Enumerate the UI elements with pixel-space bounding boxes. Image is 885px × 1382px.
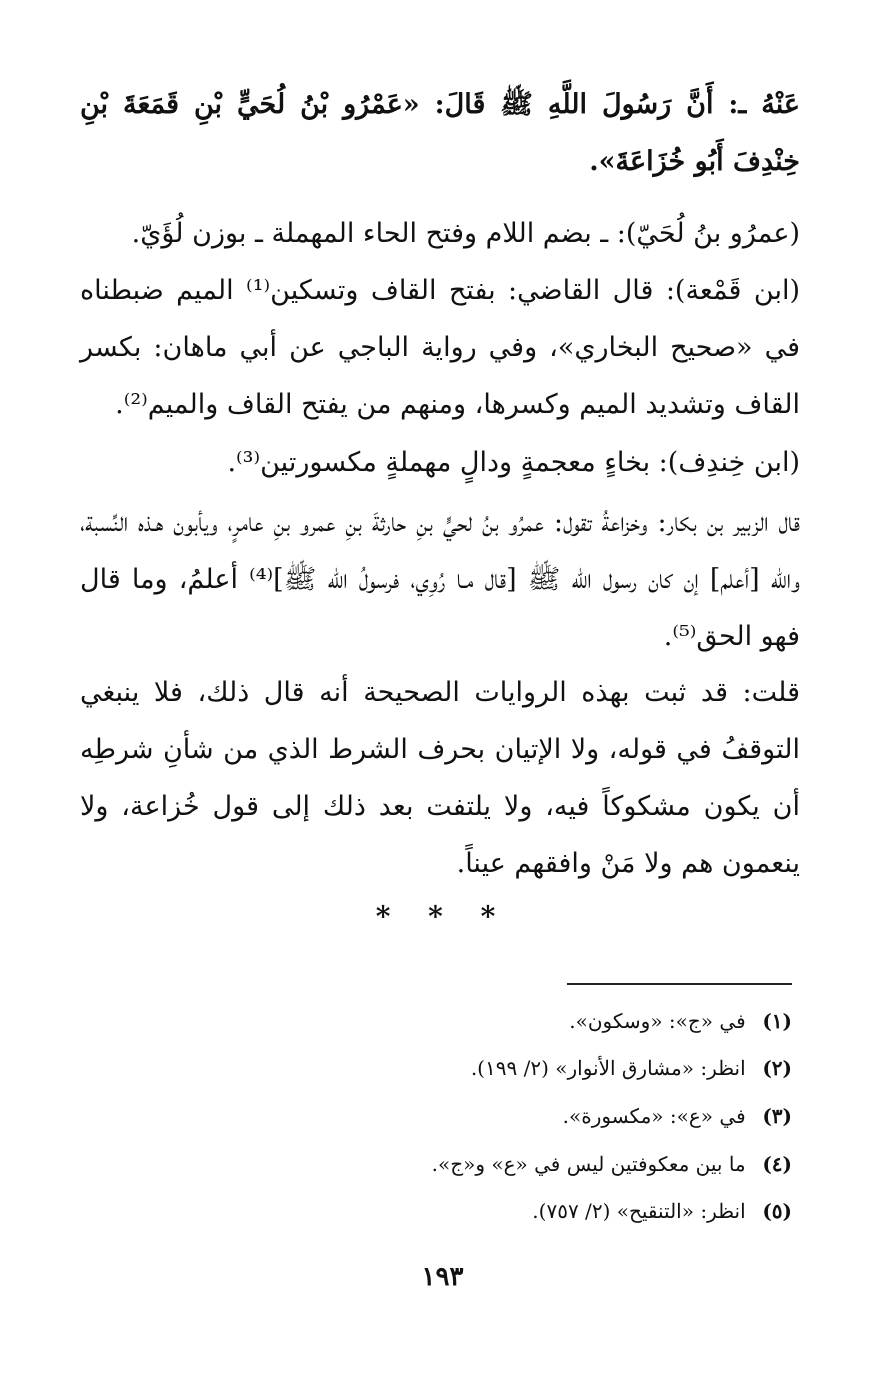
footnote-text: انظر: «التنقيح» (٢/ ٧٥٧). [532,1199,746,1223]
footnote-1 [80,1008,792,1034]
section-separator: * * * [375,900,510,933]
footnote-text: في «ع»: «مكسورة». [562,1104,746,1128]
footnote-text: في «ج»: «وسكون». [569,1009,746,1033]
commentary-paragraph: قلت: قد ثبت بهذه الروايات الصحيحة أنه قال ذلك، فلا ينبغي التوقفُ في قوله، ولا الإتيان بحرف الشرط الذي من شأنِ شرطِه أن يكون مشكوكاً فيه، ولا يلتفت بعد ذلك إلى قول خُزاعة، ولا ينعمون هم ولا مَنْ وافقهم عيناً. [80,677,800,879]
footnote-text: انظر: «مشارق الأنوار» (٢/ ١٩٩). [470,1056,746,1080]
footnote-number: (٤) [762,1152,792,1176]
hadith-paragraph: عَنْهُ ـ: أَنَّ رَسُولَ اللَّهِ ﷺ قَالَ: «عَمْرُو بْنُ لُحَيٍّ بْنِ قَمَعَةَ بْنِ خِنْدِفَ أَبُو خُزَاعَةَ». [80,89,800,177]
footnote-number: (١) [762,1009,792,1033]
footnote-text: ما بين معكوفتين ليس في «ع» و«ج». [431,1152,746,1176]
explanation-paragraph-4: قال الزبير بن بكار: وخزاعةُ تقول: عمرُو بنُ لحيٍّ بنِ حارثةَ بنِ عمرو بنِ عامرٍ، ويأبون هـذه النِّسبة، والله [أعلم] إن كان رسول الله ﷺ [قال مـا رُوِي، فرسولُ الله ﷺ]⁽⁴⁾ أعلمُ، وما قال فهو الحق⁽⁵⁾. [80,507,801,652]
explanation-paragraph-2: (ابن قَمْعة): قال القاضي: بفتح القاف وتسكين⁽¹⁾ الميم ضبطناه في «صحيح البخاري»، وفي رواية الباجي عن أبي ماهان: بكسر القاف وتشديد الميم وكسرها، ومنهم من يفتح القاف والميم⁽²⁾. [80,275,800,420]
footnote-2 [80,1055,792,1081]
footnote-number: (٥) [762,1199,792,1223]
explanation-paragraph-3: (ابن خِندِف): بخاءٍ معجمةٍ ودالٍ مهملةٍ مكسورتين⁽³⁾. [227,447,800,478]
footnote-number: (٣) [762,1104,792,1128]
footnote-5 [80,1198,792,1224]
page-number: ١٩٣ [421,1262,464,1292]
footnote-4 [80,1151,792,1177]
footnote-3 [80,1103,792,1129]
footnote-divider [567,983,792,985]
explanation-paragraph-1: (عمرُو بنُ لُحَيّ): ـ بضم اللام وفتح الحاء المهملة ـ بوزن لُؤَيّ. [131,218,800,249]
footnote-number: (٢) [762,1056,792,1080]
